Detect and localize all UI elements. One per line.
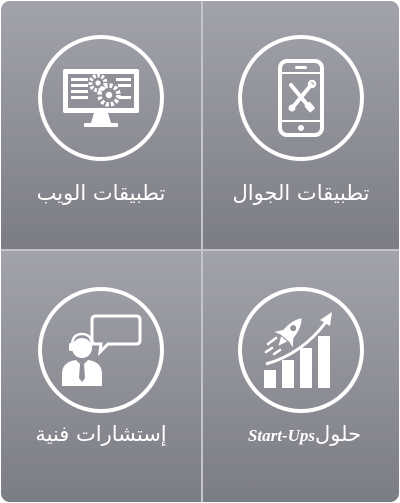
service-tile-mobile-apps[interactable] (203, 1, 399, 249)
service-icon-circle (238, 287, 364, 413)
service-label-arabic: حلول (315, 422, 362, 446)
service-label: تطبيقات الويب (36, 181, 166, 205)
service-tile-consulting[interactable] (1, 251, 201, 502)
service-label: تطبيقات الجوال (232, 181, 370, 205)
service-label (203, 417, 399, 453)
service-tile-startups[interactable] (203, 251, 399, 502)
mobile-phone-tools-icon (277, 59, 325, 137)
rocket-growth-chart-icon (258, 310, 344, 390)
service-label-latin: Start-Ups (247, 426, 316, 445)
consultant-speech-bubble-icon (60, 312, 142, 388)
services-grid (1, 1, 399, 502)
service-icon-circle (238, 35, 364, 161)
service-icon-circle (38, 287, 164, 413)
service-label: إستشارات فنية (35, 422, 167, 446)
web-monitor-gears-icon (60, 67, 142, 129)
service-tile-web-apps[interactable] (1, 1, 201, 249)
service-icon-circle (38, 35, 164, 161)
